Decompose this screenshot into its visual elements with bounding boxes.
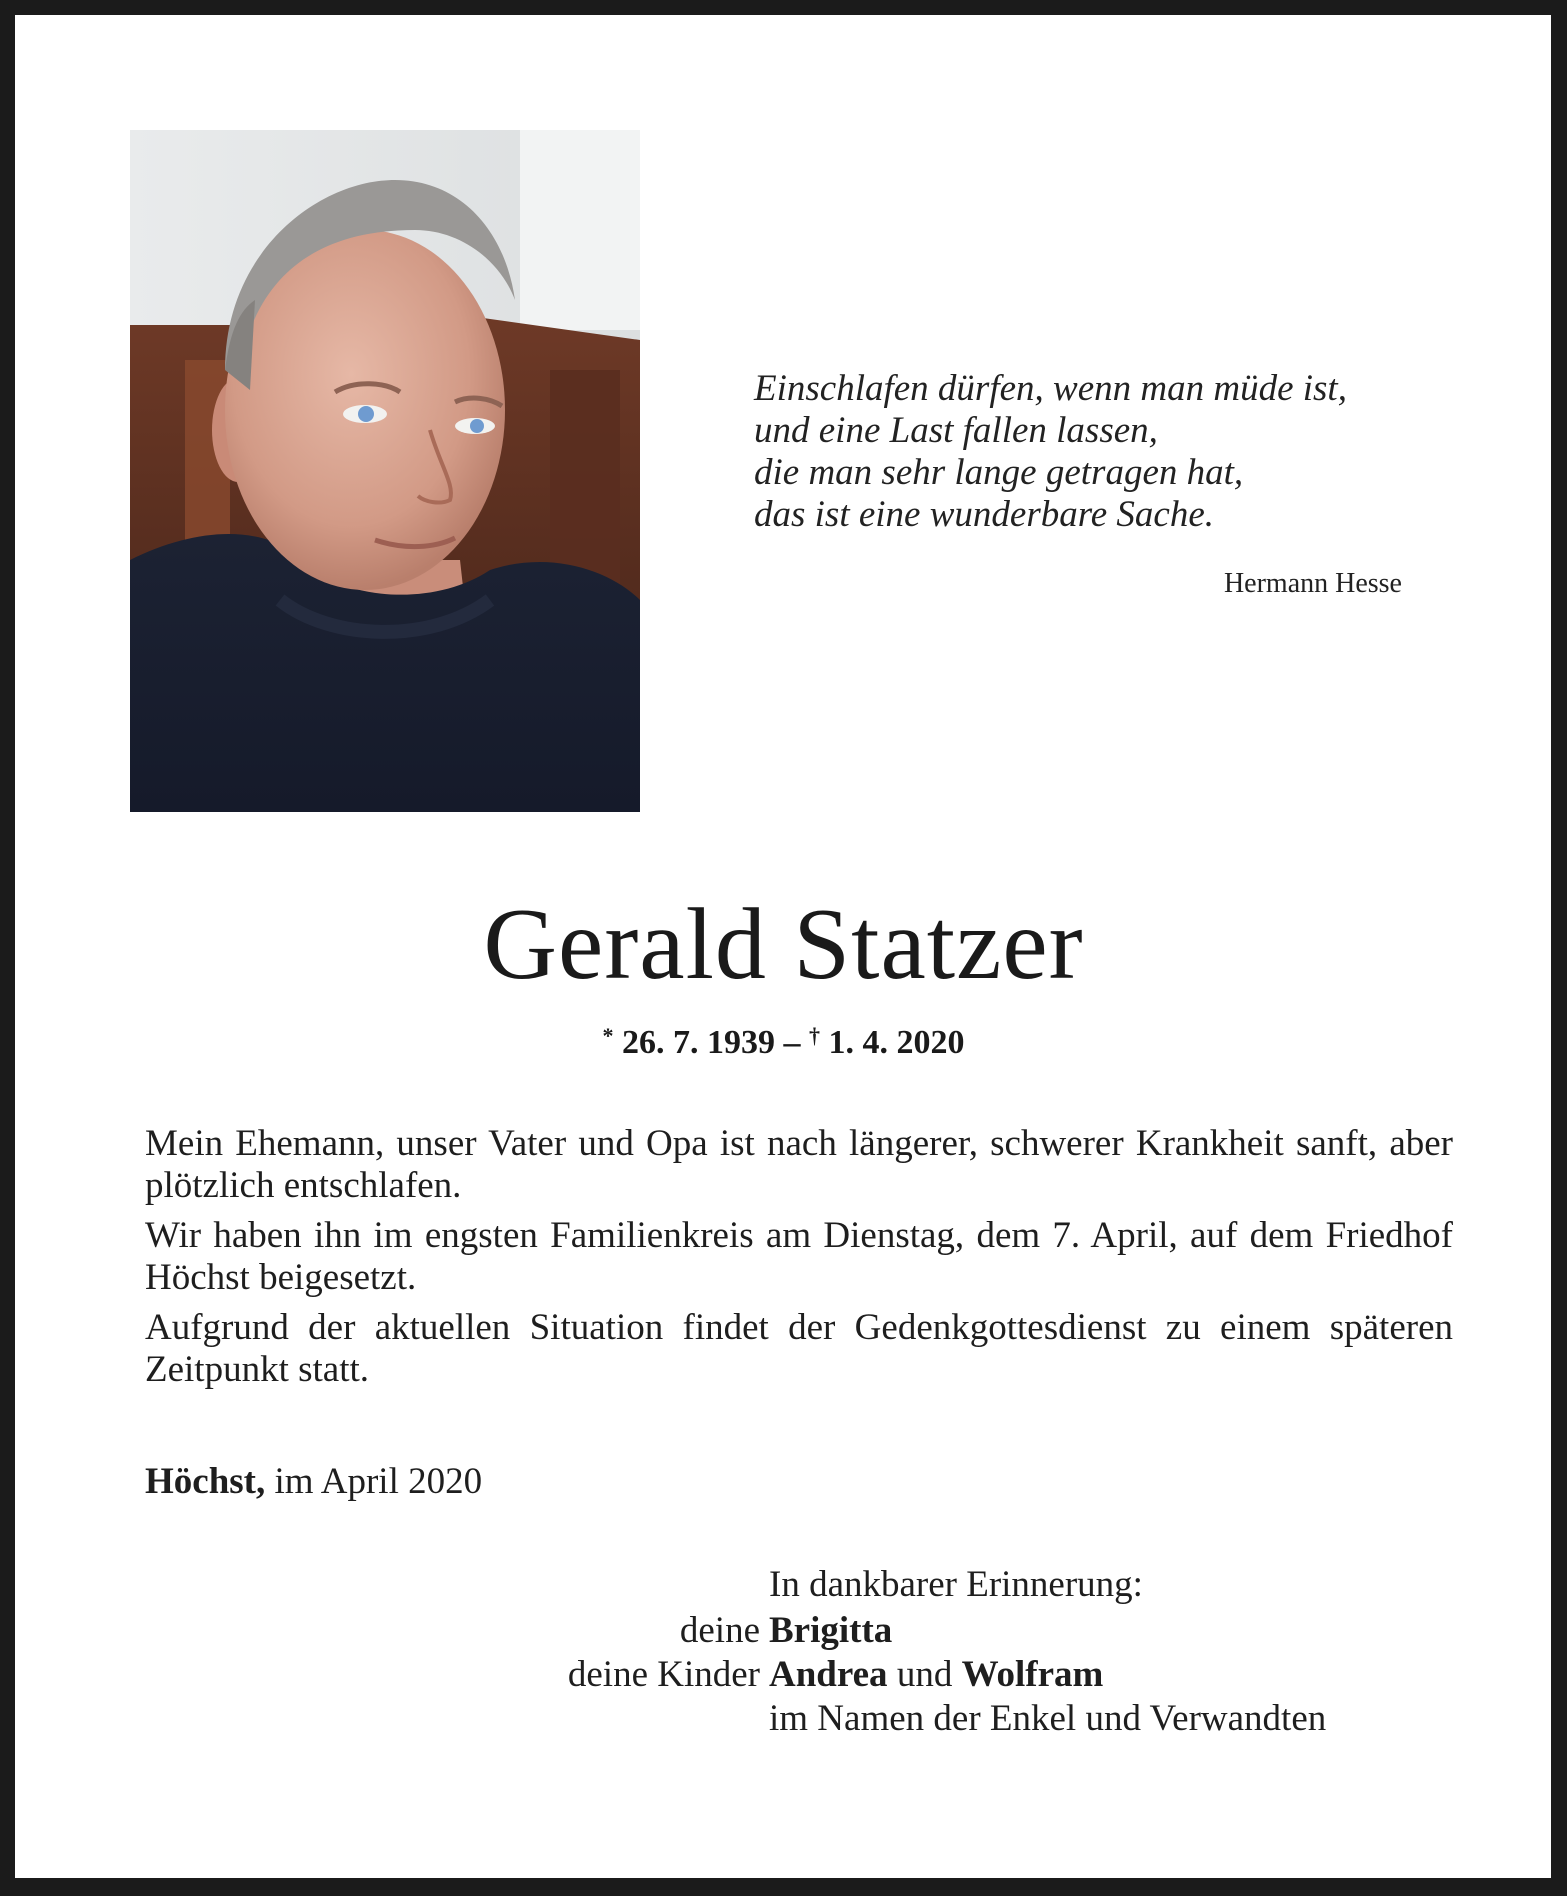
signature-value [769,1609,892,1652]
date-separator: – [783,1024,801,1061]
signature-connector: und [896,1654,953,1695]
signature-row-children [15,1653,1315,1697]
signature-name: Andrea [769,1654,888,1695]
signature-label: deine Kinder [567,1654,760,1695]
paragraph: Aufgrund der aktuellen Situation findet der Gedenkgottesdienst zu einem späteren Zeitpunkt statt. [145,1307,1453,1390]
place-date: im April 2020 [274,1461,483,1502]
deceased-name: Gerald Statzer [483,888,1084,1001]
signature-row-family [15,1697,1327,1741]
signature-name: Wolfram [961,1654,1104,1695]
quote-line: das ist eine wunderbare Sache. [754,494,1215,535]
quote-line: die man sehr lange getragen hat, [754,452,1244,493]
signature-intro: In dankbarer Erinnerung: [769,1564,1143,1605]
signature-label: deine [679,1610,760,1651]
birth-date: 26. 7. 1939 [622,1024,775,1061]
paragraph: Wir haben ihn im engsten Familienkreis am Dienstag, dem 7. April, auf dem Friedhof Höchst beigesetzt. [145,1215,1453,1298]
signature-row-spouse [15,1609,1315,1653]
paragraph: Mein Ehemann, unser Vater und Opa ist nach längerer, schwerer Krankheit sanft, aber plötzlich entschlafen. [145,1123,1453,1206]
quote-line: und eine Last fallen lassen, [754,410,1158,451]
signature-name: Brigitta [769,1610,893,1651]
obituary-page [15,15,1551,1878]
quote-line: Einschlafen dürfen, wenn man müde ist, [754,368,1347,409]
life-dates [0,1023,1567,1062]
quote-block [754,368,1434,536]
portrait-photo [130,130,640,812]
quote-author: Hermann Hesse [1223,568,1402,599]
death-symbol: † [809,1023,820,1048]
death-date: 1. 4. 2020 [828,1024,965,1061]
place-date-line [145,1460,482,1503]
signature-value [769,1653,1103,1696]
signature-value: im Namen der Enkel und Verwandten [769,1698,1327,1739]
announcement-text [145,1123,1453,1399]
place-town: Höchst, [145,1461,266,1502]
birth-symbol: * [602,1023,614,1048]
